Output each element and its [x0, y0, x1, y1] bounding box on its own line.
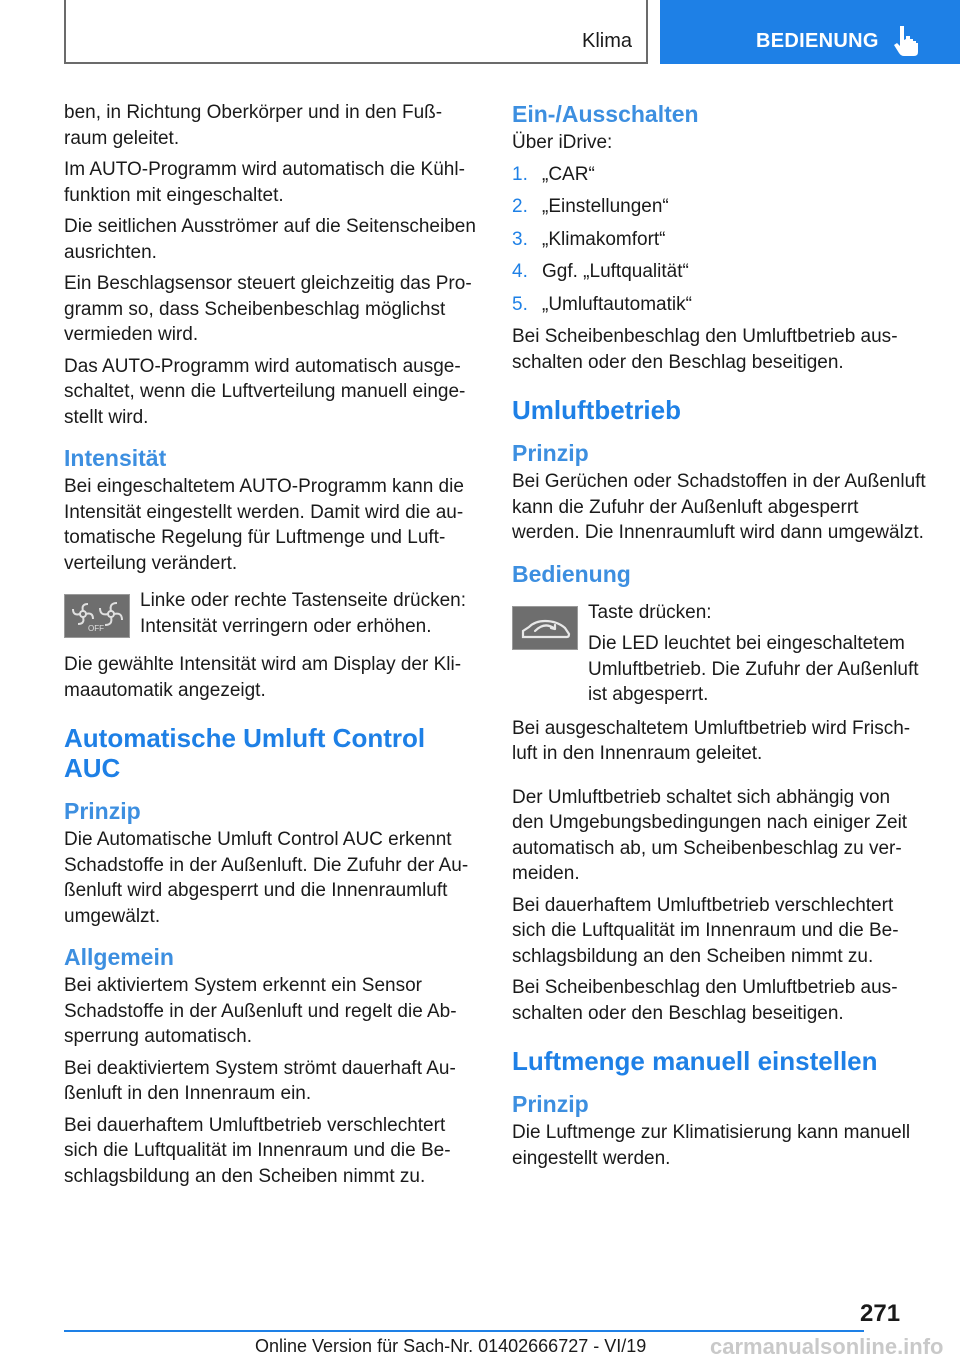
- paragraph: ben, in Richtung Oberkörper und in den Fußraum geleitet.: [64, 102, 443, 149]
- paragraph: Im AUTO-Programm wird automatisch die Kühlfunktion mit eingeschaltet.: [64, 159, 465, 206]
- paragraph: Bei deaktiviertem System strömt dauerhaft Außenluft in den Innenraum ein.: [64, 1057, 456, 1104]
- heading-bedienung: Bedienung: [512, 560, 631, 587]
- heading-auc: Automatische Umluft Control AUC: [64, 723, 426, 783]
- heading-prinzip: Prinzip: [512, 440, 589, 466]
- paragraph: Bei dauerhaftem Umluftbetrieb verschlechtert sich die Luftqualität im Innenraum und die Beschlagsbildung an den Scheiben nimmt zu.: [512, 894, 899, 967]
- heading-umluftbetrieb: Umluftbetrieb: [512, 395, 681, 425]
- paragraph: Bei Scheibenbeschlag den Umluftbetrieb ausschalten oder den Beschlag beseitigen.: [512, 977, 898, 1024]
- heading-prinzip: Prinzip: [64, 798, 141, 824]
- heading-luftmenge: Luftmenge manuell einstellen: [512, 1046, 878, 1076]
- left-column: [64, 100, 478, 1195]
- list-item: 2. „Einstellungen“: [512, 196, 669, 217]
- paragraph: Die gewählte Intensität wird am Display der Klimaautomatik angezeigt.: [64, 654, 462, 701]
- heading-intensitaet: Intensität: [64, 445, 167, 471]
- paragraph: Ein Beschlagsensor steuert gleichzeitig das Programm so, dass Scheibenbeschlag möglichst vermieden wird.: [64, 273, 472, 345]
- list-item: 5. „Umluftautomatik“: [512, 293, 692, 315]
- header-section-box: [660, 0, 960, 64]
- recirculation-icon: [512, 606, 578, 650]
- list-item: 1. „CAR“: [512, 163, 595, 185]
- section-title: BEDIENUNG: [756, 30, 879, 52]
- pointing-hand-icon: [894, 24, 922, 56]
- page-number: 271: [860, 1300, 901, 1327]
- list-item: 4. Ggf. „Luftqualität“: [512, 261, 689, 282]
- watermark: carmanualsonline.info: [710, 1334, 944, 1359]
- instruction-text: Taste drücken:: [588, 601, 712, 623]
- paragraph: Die Automatische Umluft Control AUC erkennt Schadstoffe in der Außenluft. Die Zufuhr der Außenluft wird abgesperrt und die Innenraumluft umgewälzt.: [64, 829, 469, 927]
- recirculation-instruction: [512, 600, 926, 708]
- paragraph: Bei ausgeschaltetem Umluftbetrieb wird Frischluft in den Innenraum geleitet.: [512, 717, 911, 764]
- paragraph: Das AUTO-Programm wird automatisch ausgeschaltet, wenn die Luftverteilung manuell eingestellt wird.: [64, 355, 466, 428]
- heading-prinzip: Prinzip: [512, 1091, 589, 1117]
- paragraph: Bei dauerhaftem Umluftbetrieb verschlechtert sich die Luftqualität im Innenraum und die Beschlagsbildung an den Scheiben nimmt zu.: [64, 1114, 451, 1187]
- heading-allgemein: Allgemein: [64, 944, 174, 970]
- instruction-text: Die LED leuchtet bei eingeschaltetem Umluftbetrieb. Die Zufuhr der Außenluft ist abgesperrt.: [588, 633, 919, 705]
- footer-divider: [64, 1330, 864, 1332]
- svg-text:OFF: OFF: [88, 624, 104, 633]
- heading-ein-ausschalten: Ein-/Ausschalten: [512, 101, 699, 127]
- fan-intensity-instruction: [64, 588, 478, 644]
- paragraph: Die Luftmenge zur Klimatisierung kann manuell eingestellt werden.: [512, 1122, 911, 1169]
- paragraph: Die seitlichen Ausströmer auf die Seitenscheiben ausrichten.: [64, 216, 476, 263]
- fan-intensity-icon: [64, 594, 130, 638]
- paragraph: Bei Gerüchen oder Schadstoffen in der Außenluft kann die Zufuhr der Außenluft abgesperrt werden. Die Innenraumluft wird dann umgewälzt.: [512, 471, 926, 543]
- paragraph: Bei eingeschaltetem AUTO-Programm kann die Intensität eingestellt werden. Damit wird die automatische Regelung für Luftmenge und Luftverteilung verändert.: [64, 476, 464, 574]
- paragraph: Bei aktiviertem System erkennt ein Sensor Schadstoffe in der Außenluft und regelt die Absperrung automatisch.: [64, 975, 457, 1047]
- header-chapter-box: [64, 0, 648, 64]
- chapter-title: Klima: [581, 30, 632, 52]
- instruction-text: Linke oder rechte Tastenseite drücken: Intensität verringern oder erhöhen.: [140, 590, 467, 637]
- paragraph: Über iDrive:: [512, 132, 613, 153]
- list-item: 3. „Klimakomfort“: [512, 228, 666, 250]
- idrive-steps: [512, 162, 926, 318]
- paragraph: Bei Scheibenbeschlag den Umluftbetrieb ausschalten oder den Beschlag beseitigen.: [512, 326, 898, 373]
- right-column: [512, 100, 926, 1177]
- online-version-text: Online Version für Sach-Nr. 01402666727 - VI/19: [255, 1336, 647, 1356]
- paragraph: Der Umluftbetrieb schaltet sich abhängig von den Umgebungsbedingungen nach einiger Zeit automatisch ab, um Scheibenbeschlag zu vermeiden.: [512, 786, 908, 884]
